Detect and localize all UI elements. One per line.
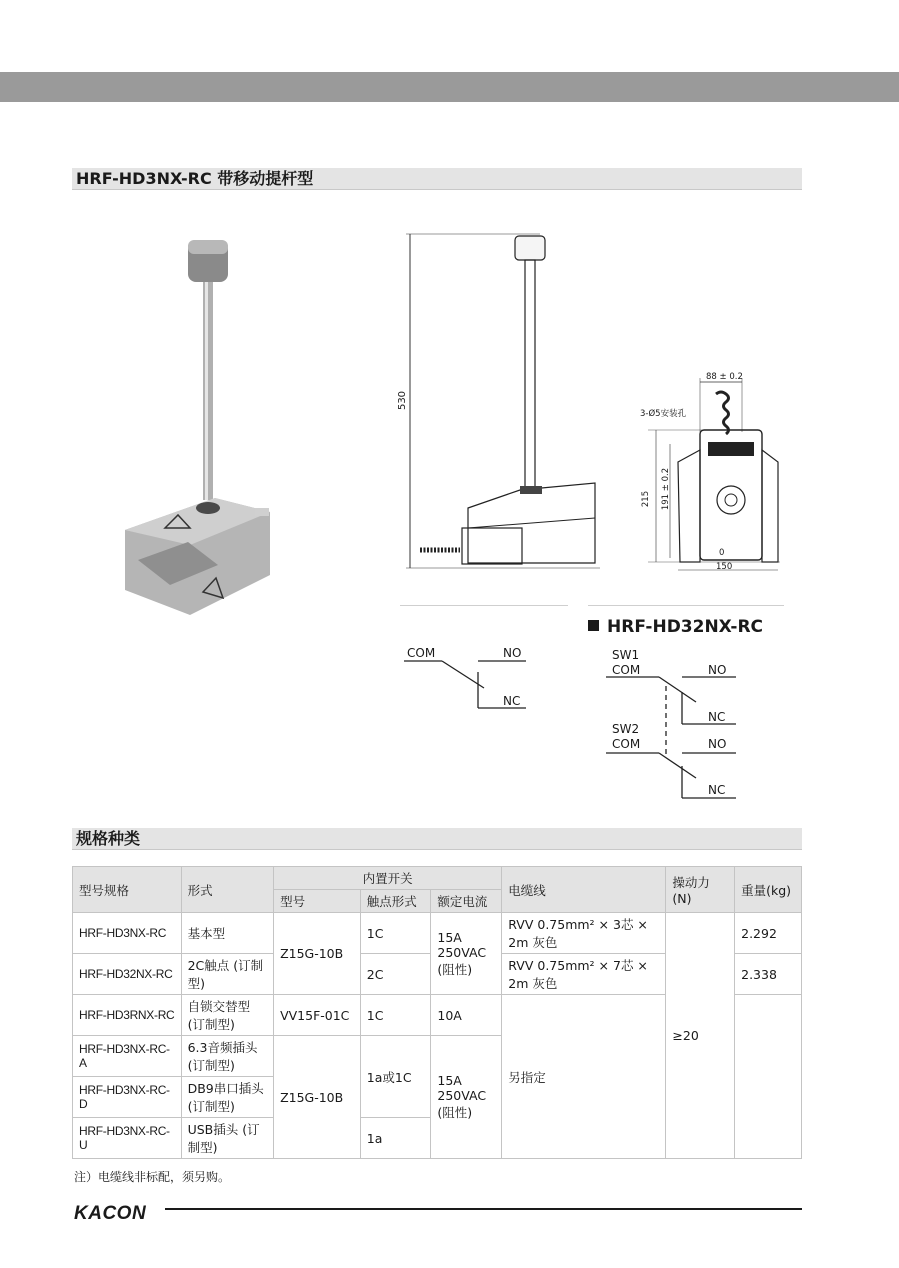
dim-holes: 3-Ø5安装孔 — [640, 409, 687, 419]
cell-model: HRF-HD3NX-RC-U — [73, 1118, 182, 1159]
wiring-2-sw1-nc: NC — [708, 710, 726, 724]
cell-form: USB插头 (订制型) — [181, 1118, 273, 1159]
cell-cable: RVV 0.75mm² × 7芯 × 2m 灰色 — [502, 954, 666, 995]
cell-contact: 1a — [360, 1118, 431, 1159]
cell-current: 10A — [431, 995, 502, 1036]
header-cable: 电缆线 — [502, 867, 666, 913]
wiring-1-nc: NC — [503, 694, 521, 708]
cell-type: VV15F-01C — [274, 995, 361, 1036]
cell-contact: 1a或1C — [360, 1036, 431, 1118]
cell-current: 15A 250VAC (阻性) — [431, 913, 502, 995]
top-band — [0, 72, 899, 102]
section-title: HRF-HD3NX-RC 带移动提杆型 — [72, 168, 802, 190]
cell-form: DB9串口插头 (订制型) — [181, 1077, 273, 1118]
divider-left — [400, 605, 568, 606]
square-bullet-icon — [588, 620, 599, 631]
wiring-2-sw2-com: COM — [612, 737, 641, 751]
cell-form: 6.3音频插头 (订制型) — [181, 1036, 273, 1077]
cell-type: Z15G-10B — [274, 913, 361, 995]
dim-zero: 0 — [719, 548, 725, 558]
wiring-2-sw2: SW2 — [612, 722, 640, 736]
side-drawing — [400, 228, 610, 573]
cell-model: HRF-HD3NX-RC-D — [73, 1077, 182, 1118]
dim-w150: 150 — [716, 562, 733, 572]
cell-contact: 1C — [360, 913, 431, 954]
cell-model: HRF-HD3RNX-RC — [73, 995, 182, 1036]
table-row — [73, 913, 802, 954]
footnote: 注）电缆线非标配，须另购。 — [74, 1170, 231, 1184]
cell-current: 15A 250VAC (阻性) — [431, 1036, 502, 1159]
divider-right — [588, 605, 784, 606]
footer-line — [165, 1208, 802, 1210]
cell-contact: 1C — [360, 995, 431, 1036]
product-photo — [100, 230, 300, 620]
dim-h215: 215 — [641, 490, 652, 508]
wiring-2-sw2-nc: NC — [708, 783, 726, 797]
cell-model: HRF-HD3NX-RC-A — [73, 1036, 182, 1077]
cell-cable: 另指定 — [502, 995, 666, 1159]
header-contact: 触点形式 — [360, 890, 431, 913]
cell-force: ≥20 — [666, 913, 735, 1159]
cell-model: HRF-HD3NX-RC — [73, 913, 182, 954]
dim-width-top: 88 ± 0.2 — [706, 372, 743, 382]
dim-height: 530 — [397, 390, 409, 411]
wiring-2-sw2-no: NO — [708, 737, 727, 751]
wiring-2-sw1: SW1 — [612, 648, 640, 662]
cell-weight: 2.292 — [735, 913, 802, 954]
header-current: 额定电流 — [431, 890, 502, 913]
cell-contact: 2C — [360, 954, 431, 995]
spec-table — [72, 866, 802, 1159]
wiring-2-sw1-com: COM — [612, 663, 641, 677]
cell-cable: RVV 0.75mm² × 3芯 × 2m 灰色 — [502, 913, 666, 954]
header-form: 形式 — [181, 867, 273, 913]
header-force: 操动力(N) — [666, 867, 735, 913]
header-weight: 重量(kg) — [735, 867, 802, 913]
kacon-logo: KACON — [74, 1203, 147, 1224]
wiring-2-title: HRF-HD32NX-RC — [588, 617, 763, 637]
wiring-1-com: COM — [407, 646, 436, 660]
cell-form: 自锁交替型 (订制型) — [181, 995, 273, 1036]
cell-type: Z15G-10B — [274, 1036, 361, 1159]
dim-h191: 191 ± 0.2 — [661, 467, 672, 511]
cell-form: 2C触点 (订制型) — [181, 954, 273, 995]
cell-form: 基本型 — [181, 913, 273, 954]
wiring-2-sw1-no: NO — [708, 663, 727, 677]
wiring-1-no: NO — [503, 646, 522, 660]
cell-weight: 2.338 — [735, 954, 802, 995]
cell-model: HRF-HD32NX-RC — [73, 954, 182, 995]
spec-title: 规格种类 — [72, 828, 802, 850]
header-model: 型号规格 — [73, 867, 182, 913]
header-type: 型号 — [274, 890, 361, 913]
cell-weight-empty — [735, 995, 802, 1159]
header-switch: 内置开关 — [274, 867, 502, 890]
